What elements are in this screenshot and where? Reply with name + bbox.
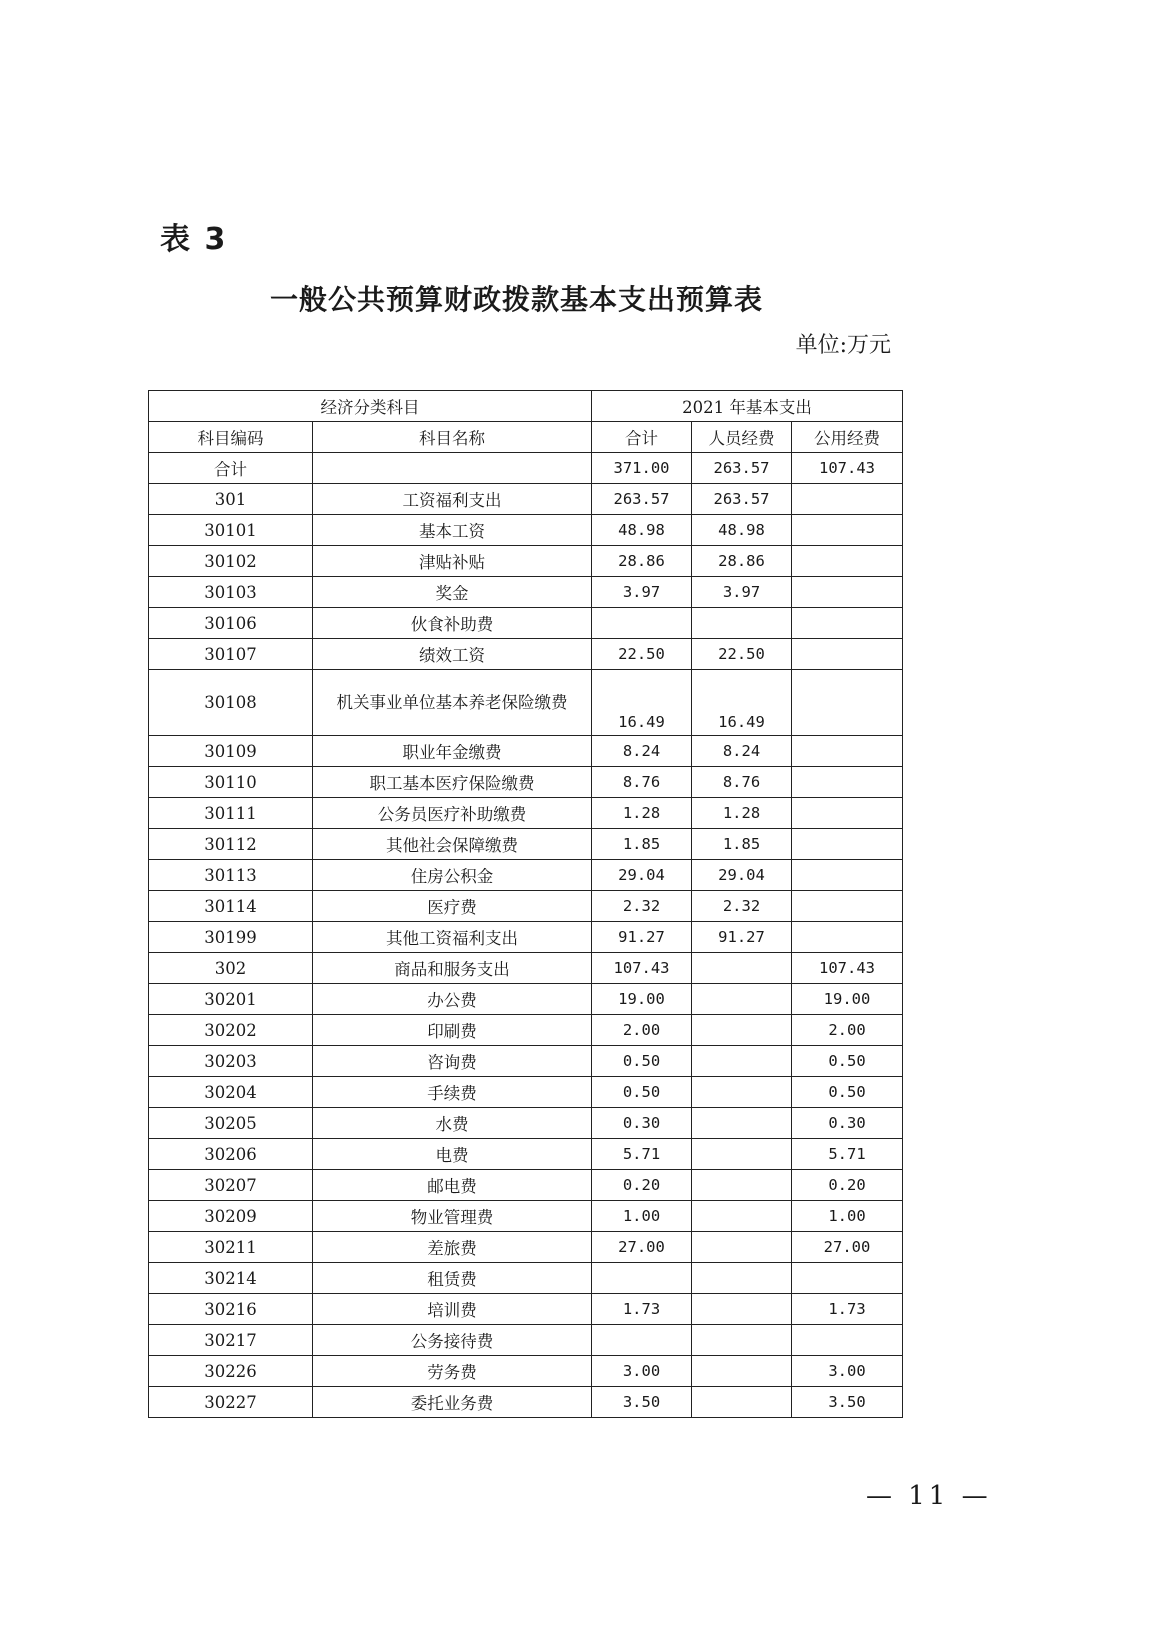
cell-name: 手续费	[313, 1077, 592, 1108]
cell-public	[792, 767, 903, 798]
cell-personnel	[692, 1263, 792, 1294]
cell-total	[592, 608, 692, 639]
cell-code: 30199	[149, 922, 313, 953]
cell-total: 5.71	[592, 1139, 692, 1170]
cell-total: 0.20	[592, 1170, 692, 1201]
cell-personnel: 8.24	[692, 736, 792, 767]
cell-name: 奖金	[313, 577, 592, 608]
cell-personnel	[692, 1201, 792, 1232]
cell-total: 3.00	[592, 1356, 692, 1387]
cell-personnel	[692, 953, 792, 984]
header-name: 科目名称	[313, 422, 592, 453]
table-row	[149, 453, 903, 484]
table-row	[149, 1201, 903, 1232]
cell-total: 29.04	[592, 860, 692, 891]
cell-public	[792, 608, 903, 639]
cell-public	[792, 1263, 903, 1294]
cell-code: 30106	[149, 608, 313, 639]
cell-public	[792, 860, 903, 891]
table-row	[149, 1294, 903, 1325]
table-row	[149, 670, 903, 736]
cell-code: 30206	[149, 1139, 313, 1170]
cell-public: 0.20	[792, 1170, 903, 1201]
cell-name: 职业年金缴费	[313, 736, 592, 767]
cell-public	[792, 891, 903, 922]
cell-personnel: 91.27	[692, 922, 792, 953]
cell-total: 27.00	[592, 1232, 692, 1263]
cell-public: 0.50	[792, 1077, 903, 1108]
cell-total: 8.76	[592, 767, 692, 798]
cell-personnel	[692, 1294, 792, 1325]
cell-code: 301	[149, 484, 313, 515]
cell-total: 1.28	[592, 798, 692, 829]
cell-code: 30214	[149, 1263, 313, 1294]
cell-name: 印刷费	[313, 1015, 592, 1046]
cell-personnel	[692, 1325, 792, 1356]
cell-code: 30103	[149, 577, 313, 608]
cell-name: 基本工资	[313, 515, 592, 546]
cell-code: 30113	[149, 860, 313, 891]
cell-name	[313, 453, 592, 484]
cell-total: 2.00	[592, 1015, 692, 1046]
cell-code: 302	[149, 953, 313, 984]
cell-public: 1.00	[792, 1201, 903, 1232]
cell-public: 0.30	[792, 1108, 903, 1139]
table-row	[149, 515, 903, 546]
page-title: 一般公共预算财政拨款基本支出预算表	[270, 283, 764, 316]
cell-public	[792, 577, 903, 608]
cell-total: 48.98	[592, 515, 692, 546]
cell-code: 30201	[149, 984, 313, 1015]
cell-personnel: 263.57	[692, 453, 792, 484]
cell-name: 劳务费	[313, 1356, 592, 1387]
cell-code: 30101	[149, 515, 313, 546]
table-row	[149, 1263, 903, 1294]
cell-code: 30207	[149, 1170, 313, 1201]
table-row	[149, 829, 903, 860]
budget-table	[148, 390, 903, 1418]
cell-code: 30217	[149, 1325, 313, 1356]
cell-personnel: 263.57	[692, 484, 792, 515]
cell-total: 1.73	[592, 1294, 692, 1325]
cell-total: 3.50	[592, 1387, 692, 1418]
cell-total: 8.24	[592, 736, 692, 767]
cell-personnel: 22.50	[692, 639, 792, 670]
cell-name: 其他工资福利支出	[313, 922, 592, 953]
cell-total: 1.85	[592, 829, 692, 860]
cell-personnel: 29.04	[692, 860, 792, 891]
cell-personnel: 1.85	[692, 829, 792, 860]
header-basic-expenditure: 2021 年基本支出	[592, 391, 903, 422]
cell-public	[792, 829, 903, 860]
cell-name: 公务接待费	[313, 1325, 592, 1356]
cell-personnel	[692, 1356, 792, 1387]
page-number: — 11 —	[866, 1481, 992, 1511]
cell-personnel: 16.49	[692, 670, 792, 736]
cell-public	[792, 1325, 903, 1356]
cell-name: 公务员医疗补助缴费	[313, 798, 592, 829]
cell-code: 30112	[149, 829, 313, 860]
cell-personnel: 3.97	[692, 577, 792, 608]
cell-name: 物业管理费	[313, 1201, 592, 1232]
cell-total: 263.57	[592, 484, 692, 515]
table-row	[149, 984, 903, 1015]
cell-name: 津贴补贴	[313, 546, 592, 577]
cell-personnel	[692, 984, 792, 1015]
header-public: 公用经费	[792, 422, 903, 453]
table-row	[149, 1046, 903, 1077]
cell-personnel	[692, 608, 792, 639]
cell-public: 2.00	[792, 1015, 903, 1046]
cell-name: 差旅费	[313, 1232, 592, 1263]
cell-name: 水费	[313, 1108, 592, 1139]
cell-name: 租赁费	[313, 1263, 592, 1294]
cell-public	[792, 515, 903, 546]
cell-total: 3.97	[592, 577, 692, 608]
unit-label: 单位:万元	[795, 333, 891, 358]
cell-name: 医疗费	[313, 891, 592, 922]
cell-personnel	[692, 1139, 792, 1170]
header-personnel: 人员经费	[692, 422, 792, 453]
cell-code: 30108	[149, 670, 313, 736]
cell-personnel: 1.28	[692, 798, 792, 829]
table-row	[149, 860, 903, 891]
table-row	[149, 1387, 903, 1418]
cell-public	[792, 922, 903, 953]
cell-total: 91.27	[592, 922, 692, 953]
table-row	[149, 1356, 903, 1387]
cell-code: 30203	[149, 1046, 313, 1077]
cell-code: 30107	[149, 639, 313, 670]
table-row	[149, 1108, 903, 1139]
header-total: 合计	[592, 422, 692, 453]
table-row	[149, 639, 903, 670]
cell-code: 合计	[149, 453, 313, 484]
cell-code: 30226	[149, 1356, 313, 1387]
cell-code: 30209	[149, 1201, 313, 1232]
cell-code: 30102	[149, 546, 313, 577]
table-row	[149, 484, 903, 515]
table-row	[149, 1170, 903, 1201]
cell-total: 16.49	[592, 670, 692, 736]
cell-personnel: 28.86	[692, 546, 792, 577]
cell-public: 5.71	[792, 1139, 903, 1170]
table-body	[149, 453, 903, 1418]
cell-public	[792, 484, 903, 515]
cell-personnel	[692, 1232, 792, 1263]
cell-total: 19.00	[592, 984, 692, 1015]
table-row	[149, 546, 903, 577]
header-code: 科目编码	[149, 422, 313, 453]
cell-personnel	[692, 1015, 792, 1046]
cell-personnel	[692, 1046, 792, 1077]
cell-total	[592, 1263, 692, 1294]
cell-code: 30110	[149, 767, 313, 798]
cell-name: 培训费	[313, 1294, 592, 1325]
cell-name: 机关事业单位基本养老保险缴费	[313, 670, 592, 736]
table-row	[149, 608, 903, 639]
cell-name: 伙食补助费	[313, 608, 592, 639]
header-column-row	[149, 422, 903, 453]
table-row	[149, 922, 903, 953]
table-label: 表 3	[160, 222, 228, 257]
table-row	[149, 798, 903, 829]
table-row	[149, 1325, 903, 1356]
cell-personnel: 8.76	[692, 767, 792, 798]
table-row	[149, 577, 903, 608]
cell-personnel	[692, 1077, 792, 1108]
cell-name: 职工基本医疗保险缴费	[313, 767, 592, 798]
table-row	[149, 1139, 903, 1170]
cell-total: 22.50	[592, 639, 692, 670]
table-row	[149, 736, 903, 767]
cell-name: 委托业务费	[313, 1387, 592, 1418]
cell-code: 30114	[149, 891, 313, 922]
cell-name: 办公费	[313, 984, 592, 1015]
cell-name: 绩效工资	[313, 639, 592, 670]
cell-public	[792, 670, 903, 736]
cell-code: 30204	[149, 1077, 313, 1108]
cell-public: 0.50	[792, 1046, 903, 1077]
cell-code: 30109	[149, 736, 313, 767]
cell-personnel: 48.98	[692, 515, 792, 546]
cell-public: 3.00	[792, 1356, 903, 1387]
cell-name: 工资福利支出	[313, 484, 592, 515]
cell-code: 30227	[149, 1387, 313, 1418]
cell-code: 30202	[149, 1015, 313, 1046]
cell-public: 27.00	[792, 1232, 903, 1263]
cell-total: 1.00	[592, 1201, 692, 1232]
cell-code: 30211	[149, 1232, 313, 1263]
cell-name: 其他社会保障缴费	[313, 829, 592, 860]
cell-name: 住房公积金	[313, 860, 592, 891]
header-economic-classification: 经济分类科目	[149, 391, 592, 422]
table-row	[149, 767, 903, 798]
cell-personnel	[692, 1170, 792, 1201]
cell-personnel	[692, 1387, 792, 1418]
header-group-row	[149, 391, 903, 422]
table-row	[149, 953, 903, 984]
cell-personnel	[692, 1108, 792, 1139]
cell-name: 咨询费	[313, 1046, 592, 1077]
cell-code: 30216	[149, 1294, 313, 1325]
cell-public	[792, 639, 903, 670]
cell-public: 19.00	[792, 984, 903, 1015]
cell-total: 28.86	[592, 546, 692, 577]
cell-total	[592, 1325, 692, 1356]
cell-total: 107.43	[592, 953, 692, 984]
cell-name: 商品和服务支出	[313, 953, 592, 984]
cell-total: 0.50	[592, 1046, 692, 1077]
cell-code: 30205	[149, 1108, 313, 1139]
cell-total: 0.30	[592, 1108, 692, 1139]
cell-public	[792, 798, 903, 829]
cell-code: 30111	[149, 798, 313, 829]
cell-public	[792, 736, 903, 767]
cell-total: 371.00	[592, 453, 692, 484]
cell-public: 107.43	[792, 453, 903, 484]
cell-public: 1.73	[792, 1294, 903, 1325]
cell-public: 107.43	[792, 953, 903, 984]
cell-name: 邮电费	[313, 1170, 592, 1201]
table-row	[149, 1015, 903, 1046]
cell-total: 2.32	[592, 891, 692, 922]
cell-name: 电费	[313, 1139, 592, 1170]
table-row	[149, 891, 903, 922]
cell-public: 3.50	[792, 1387, 903, 1418]
cell-public	[792, 546, 903, 577]
table-row	[149, 1232, 903, 1263]
table-row	[149, 1077, 903, 1108]
cell-total: 0.50	[592, 1077, 692, 1108]
cell-personnel: 2.32	[692, 891, 792, 922]
